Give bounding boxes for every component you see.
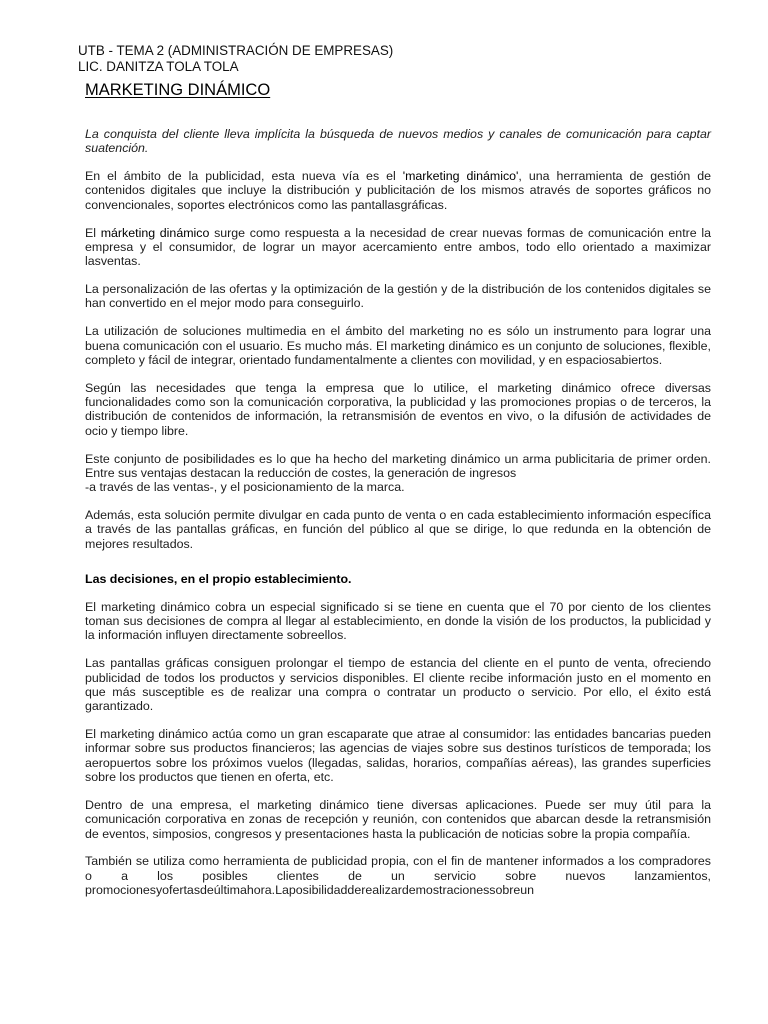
paragraph-aplicaciones: Dentro de una empresa, el marketing dinámico tiene diversas aplicaciones. Puede ser muy útil para la comunicación corporativa en zonas de recepción y reunión, con contenidos que abarcan desde la retransmisión de eventos, simposios, congresos y presentaciones hasta la publicación de noticias sobre la propia compañía.: [85, 797, 711, 841]
paragraph-intro: La conquista del cliente lleva implícita la búsqueda de nuevos medios y canales de comunicación para captar suatención.: [85, 127, 711, 156]
paragraph-punto-de-venta: Además, esta solución permite divulgar en cada punto de venta o en cada establecimiento información específica a través de las pantallas gráficas, en función del público al que se dirige, lo que redunda en la obtención de mejores resultados.: [85, 508, 711, 551]
paragraph-text: promocionesyofertasdeúltimahora.Laposibilidadderealizardemostracionessobreun: [85, 883, 535, 897]
paragraph-escaparate: El marketing dinámico actúa como un gran escaparate que atrae al consumidor: las entidades bancarias pueden informar sobre sus productos financieros; las agencias de viajes sobre sus destinos turísticos de temporada; los aeropuertos sobre los próximos vuelos (llegadas, salidas, horarios, compañías aéreas), las grandes superficies sobre los productos que tienen en oferta, etc.: [85, 727, 711, 785]
paragraph-text: surge como respuesta a la necesidad de crear nuevas formas de comunicación entre la empresa y el consumidor, de lograr un mayor acercamiento entre ambos, todo ello orientado a maximizar lasventas.: [85, 225, 711, 269]
paragraph-text: -a través de las ventas-, y el posicionamiento de la marca.: [85, 480, 405, 495]
paragraph-text: , una herramienta de gestión de contenidos digitales que incluye la distribución y publicitación de los mismos através de soportes gráficos no convencionales, soportes electrónicos como las pantallasgráficas.: [85, 169, 711, 212]
paragraph-funcionalidades: Según las necesidades que tenga la empresa que lo utilice, el marketing dinámico ofrece diversas funcionalidades como son la comunicación corporativa, la publicidad y las promociones propias o de terceros, la distribución de contenidos de información, la retransmisión de eventos en vivo, o la difusión de actividades de ocio y tiempo libre.: [85, 380, 711, 438]
highlighted-term: márketing dinámico: [100, 225, 210, 240]
paragraph-multimedia: La utilización de soluciones multimedia en el ámbito del marketing no es sólo un instrumento para lograr una buena comunicación con el usuario. Es mucho más. El marketing dinámico es un conjunto de soluciones, flexible, completo y fácil de integrar, orientado fundamentalmente a clientes con movilidad, y en espaciosabiertos.: [85, 324, 711, 367]
header-course-line: UTB - TEMA 2 (ADMINISTRACIÓN DE EMPRESAS): [78, 43, 394, 58]
paragraph-personalizacion: La personalización de las ofertas y la optimización de la gestión y de la distribución de los contenidos digitales se han convertido en el mejor modo para conseguirlo.: [85, 282, 711, 311]
paragraph-decisiones: El marketing dinámico cobra un especial significado si se tiene en cuenta que el 70 por ciento de los clientes toman sus decisiones de compra al llegar al establecimiento, en donde la visión de los productos, la publicidad y la información influyen directamente sobreellos.: [85, 599, 711, 643]
document-title: MARKETING DINÁMICO: [85, 81, 271, 99]
highlighted-term: 'marketing dinámico': [402, 169, 519, 184]
section-subheading: Las decisiones, en el propio establecimiento.: [85, 571, 352, 586]
paragraph-text: En el ámbito de la publicidad, esta nueva vía es el: [85, 169, 403, 184]
paragraph-pantallas: Las pantallas gráficas consiguen prolongar el tiempo de estancia del cliente en el punto de venta, ofreciendo publicidad de todos los productos y servicios disponibles. El cliente recibe información justo en el momento en que más susceptible es de realizar una compra o contratar un producto o servicio. Por ello, el éxito está garantizado.: [85, 656, 711, 714]
paragraph-publicidad-propia: [85, 854, 711, 897]
header-instructor-line: LIC. DANITZA TOLA TOLA: [78, 59, 239, 74]
paragraph-publicidad: [85, 169, 711, 212]
paragraph-text: El: [85, 225, 101, 240]
paragraph-surge: [85, 226, 711, 269]
paragraph-ventajas: [85, 452, 711, 495]
paragraph-text: También se utiliza como herramienta de publicidad propia, con el fin de mantener informados a los compradores o a los posibles clientes de un servicio sobre nuevos lanzamientos,: [85, 854, 711, 883]
document-body: [85, 127, 711, 911]
paragraph-text: Este conjunto de posibilidades es lo que ha hecho del marketing dinámico un arma publicitaria de primer orden. Entre sus ventajas destacan la reducción de costes, la generación de ingresos: [85, 451, 711, 480]
